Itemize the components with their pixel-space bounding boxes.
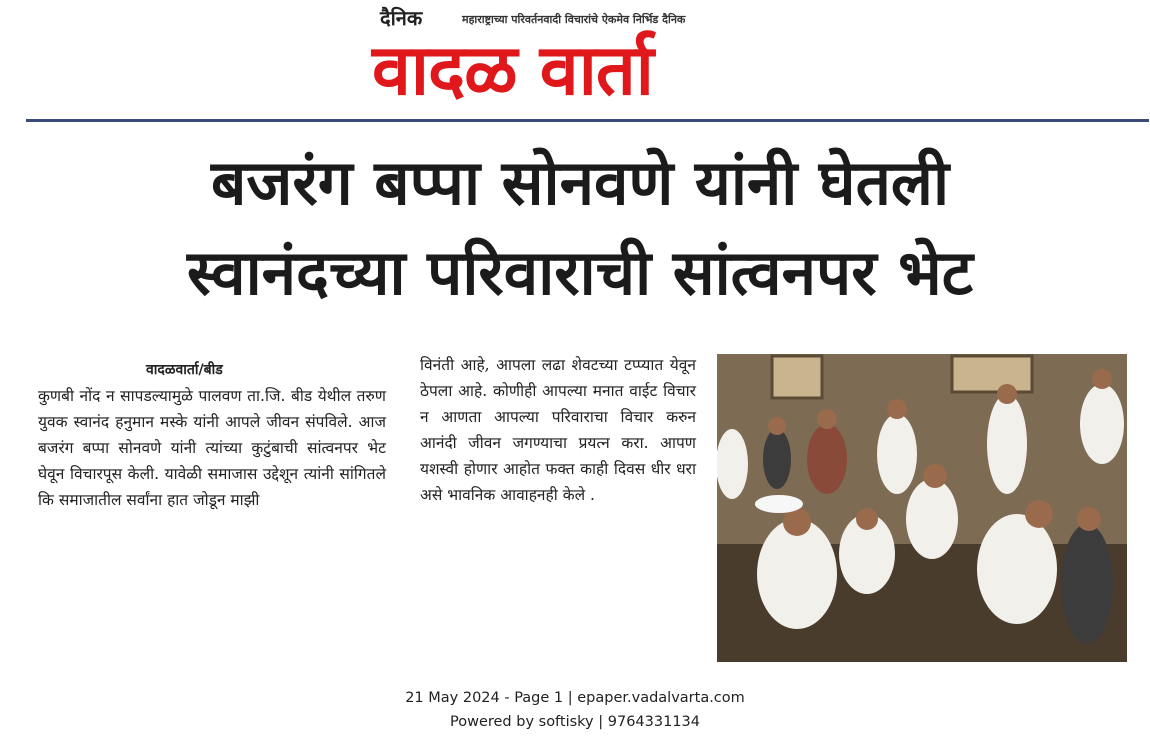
footer-credits: Powered by softisky | 9764331134 [449,714,700,730]
masthead-divider [26,119,1149,122]
masthead-daily-word: दैनिक [380,6,423,30]
footer-date-page: 21 May 2024 - Page 1 | epaper.vadalvarta.com [405,690,745,706]
article-column-1: कुणबी नोंद न सापडल्यामुळे पालवण ता.जि. बीड येथील तरुण युवक स्वानंद हनुमान मस्के यांनी आपले जीवन संपविले. आज बजरंग बप्पा सोनवणे यांनी त्यांच्या कुटुंबाची सांत्वनपर भेट घेवून विचारपूस केली. यावेळी समाजास उद्देशून त्यांनी सांगितले कि समाजातील सर्वांना हात जोडून माझी [38,387,386,509]
newspaper-logo: वादळ वार्ता [372,29,653,111]
masthead-tagline: महाराष्ट्राच्या परिवर्तनवादी विचारांचे ऐकमेव निर्भिड दैनिक [462,13,686,26]
meeting-photo-illustration [717,354,1127,662]
headline-line-2: स्वानंदच्या परिवाराची सांत्वनपर भेट [186,236,973,309]
headline-line-1: बजरंग बप्पा सोनवणे यांनी घेतली [210,146,950,219]
article-photo [717,354,1127,662]
masthead [0,0,1150,120]
article-dateline: वादळवार्ता/बीड [146,362,223,378]
article-column-2: विनंती आहे, आपला लढा शेवटच्या टप्प्यात येवून ठेपला आहे. कोणीही आपल्या मनात वाईट विचार न आणता आपल्या परिवाराचा विचार करुन आनंदी जीवन जगण्याचा प्रयत्न करा. आपण यशस्वी होणार आहोत फक्त काही दिवस धीर धरा असे भावनिक आवाहनही केले . [420,356,696,504]
article-headline [40,138,1120,318]
